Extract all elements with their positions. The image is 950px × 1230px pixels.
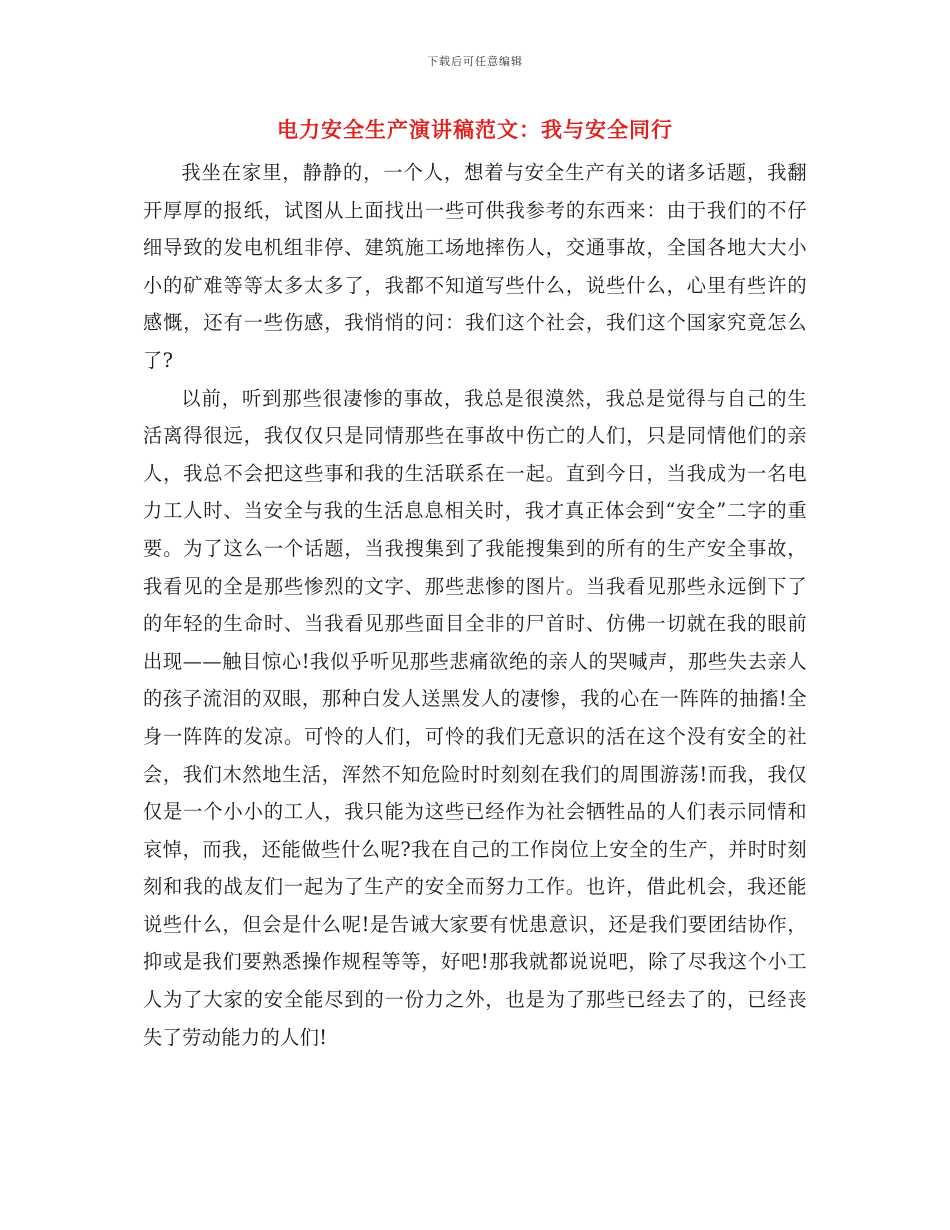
paragraph: 我坐在家里，静静的，一个人，想着与安全生产有关的诸多话题，我翻开厚厚的报纸，试图从上面找出一些可供我参考的东西来：由于我们的不仔细导致的发电机组非停、建筑施工场地摔伤人，交通事故，全国各地大大小小的矿难等等太多太多了，我都不知道写些什么，说些什么，心里有些许的感慨，还有一些伤感，我悄悄的问：我们这个社会，我们这个国家究竟怎么了? <box>143 161 807 372</box>
page-header-note: 下载后可任意编辑 <box>427 55 523 68</box>
document-title: 电力安全生产演讲稿范文：我与安全同行 <box>277 117 673 142</box>
document-body <box>143 154 807 1056</box>
paragraph: 以前，听到那些很凄惨的事故，我总是很漠然，我总是觉得与自己的生活离得很远，我仅仅只是同情那些在事故中伤亡的人们，只是同情他们的亲人，我总不会把这些事和我的生活联系在一起。直到今日，当我成为一名电力工人时、当安全与我的生活息息相关时，我才真正体会到“安全”二字的重要。为了这么一个话题，当我搜集到了我能搜集到的所有的生产安全事故，我看见的全是那些惨烈的文字、那些悲惨的图片。当我看见那些永远倒下了的年轻的生命时、当我看见那些面目全非的尸首时、仿佛一切就在我的眼前出现——触目惊心!我似乎听见那些悲痛欲绝的亲人的哭喊声，那些失去亲人的孩子流泪的双眼，那种白发人送黑发人的凄惨，我的心在一阵阵的抽搐!全身一阵阵的发凉。可怜的人们，可怜的我们无意识的活在这个没有安全的社会，我们木然地生活，浑然不知危险时时刻刻在我们的周围游荡!而我，我仅仅是一个小小的工人，我只能为这些已经作为社会牺牲品的人们表示同情和哀悼，而我，还能做些什么呢?我在自己的工作岗位上安全的生产，并时时刻刻和我的战友们一起为了生产的安全而努力工作。也许，借此机会，我还能说些什么，但会是什么呢!是告诫大家要有忧患意识，还是我们要团结协作，抑或是我们要熟悉操作规程等等，好吧!那我就都说说吧，除了尽我这个小工人为了大家的安全能尽到的一份力之外，也是为了那些已经去了的，已经丧失了劳动能力的人们! <box>143 386 807 1049</box>
